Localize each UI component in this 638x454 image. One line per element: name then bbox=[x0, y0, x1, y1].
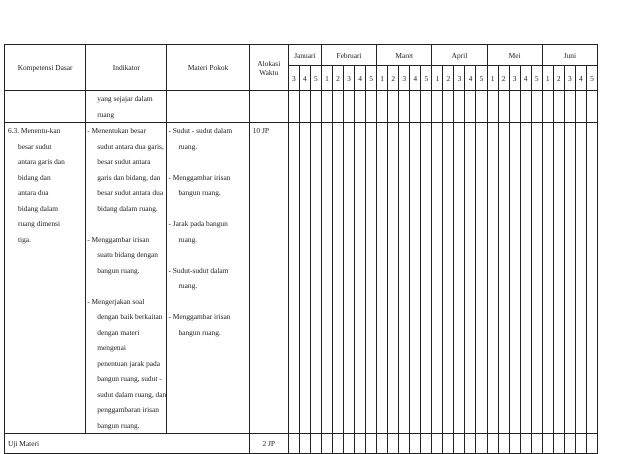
schedule-cell bbox=[388, 123, 399, 434]
materi-cell bbox=[167, 123, 249, 434]
schedule-cell bbox=[575, 91, 586, 123]
kompetensi-cell bbox=[5, 123, 86, 434]
week-number: 5 bbox=[421, 66, 432, 91]
indikator-line: penggambaran irisan bbox=[97, 405, 160, 414]
schedule-cell bbox=[575, 434, 586, 454]
materi-line: - Sudut-sudut dalam bbox=[168, 265, 229, 275]
week-number: 4 bbox=[410, 66, 421, 91]
schedule-cell bbox=[575, 123, 586, 434]
line-gap bbox=[168, 154, 248, 170]
materi-line: ruang. bbox=[178, 281, 198, 290]
schedule-cell bbox=[288, 91, 299, 123]
week-number: 5 bbox=[476, 66, 487, 91]
kompetensi-line: 6.3. Menentu-kan bbox=[8, 126, 61, 135]
line-gap bbox=[87, 216, 166, 232]
indikator-line: besar sudut antara dua bbox=[97, 188, 164, 197]
schedule-cell bbox=[454, 123, 465, 434]
schedule-cell bbox=[553, 91, 564, 123]
continuation-indikator bbox=[86, 91, 167, 123]
schedule-cell bbox=[498, 123, 509, 434]
week-number: 3 bbox=[399, 66, 410, 91]
schedule-cell bbox=[355, 123, 366, 434]
month-header: Mei bbox=[487, 45, 542, 66]
indikator-line: bidang dalam ruang. bbox=[97, 203, 158, 213]
schedule-cell bbox=[321, 123, 332, 434]
materi-line: - Jarak pada bangun bbox=[168, 219, 228, 228]
schedule-cell bbox=[498, 434, 509, 454]
schedule-cell bbox=[542, 434, 553, 454]
alokasi-cell bbox=[249, 123, 288, 434]
schedule-cell bbox=[553, 123, 564, 434]
schedule-cell bbox=[509, 434, 520, 454]
indikator-line: ruang bbox=[97, 109, 115, 119]
schedule-cell bbox=[586, 123, 597, 434]
materi-line: - Menggambar irisan bbox=[168, 312, 231, 321]
schedule-cell bbox=[553, 434, 564, 454]
schedule-cell bbox=[288, 123, 299, 434]
schedule-cell bbox=[332, 434, 343, 454]
line-gap bbox=[168, 201, 248, 217]
indikator-line: suatu bidang dengan bbox=[97, 250, 158, 259]
schedule-cell bbox=[432, 123, 443, 434]
uji-alokasi: 2 JP bbox=[249, 434, 288, 454]
week-number: 2 bbox=[332, 66, 343, 91]
schedule-cell bbox=[410, 123, 421, 434]
header-materi: Materi Pokok bbox=[167, 45, 249, 91]
schedule-cell bbox=[520, 434, 531, 454]
month-header: Juni bbox=[542, 45, 597, 66]
schedule-cell bbox=[421, 123, 432, 434]
schedule-cell bbox=[454, 91, 465, 123]
schedule-cell bbox=[399, 434, 410, 454]
schedule-cell bbox=[399, 123, 410, 434]
indikator-line: bangun ruang. bbox=[97, 420, 140, 430]
materi-line: - Menggambar irisan bbox=[168, 172, 231, 182]
week-number: 5 bbox=[310, 66, 321, 91]
indikator-line: yang sejajar dalam bbox=[97, 94, 153, 103]
kompetensi-line: bidang dan bbox=[18, 172, 51, 182]
schedule-cell bbox=[310, 434, 321, 454]
schedule-cell bbox=[487, 434, 498, 454]
schedule-cell bbox=[531, 91, 542, 123]
schedule-cell bbox=[344, 434, 355, 454]
indikator-line: mengenai bbox=[97, 343, 126, 352]
schedule-cell bbox=[465, 91, 476, 123]
kompetensi-line: antara dua bbox=[18, 188, 49, 197]
week-number: 1 bbox=[542, 66, 553, 91]
continuation-alokasi bbox=[249, 91, 288, 123]
week-number: 1 bbox=[432, 66, 443, 91]
schedule-cell bbox=[366, 91, 377, 123]
schedule-cell bbox=[487, 123, 498, 434]
schedule-cell bbox=[310, 91, 321, 123]
week-number: 3 bbox=[454, 66, 465, 91]
schedule-cell bbox=[564, 123, 575, 434]
indikator-line: bangun ruang. bbox=[97, 265, 140, 275]
indikator-line: penentuan jarak pada bbox=[97, 358, 161, 368]
schedule-cell bbox=[443, 434, 454, 454]
indikator-line: - Mengerjakan soal bbox=[87, 296, 145, 306]
indikator-line: - Menggambar irisan bbox=[87, 234, 150, 244]
schedule-cell bbox=[355, 91, 366, 123]
month-header: April bbox=[432, 45, 487, 66]
kompetensi-line: ruang dimensi bbox=[18, 219, 61, 228]
indikator-line: sudut dalam ruang, dan bbox=[97, 389, 167, 399]
materi-line: ruang. bbox=[178, 141, 198, 151]
continuation-row bbox=[5, 91, 598, 123]
schedule-cell bbox=[388, 91, 399, 123]
schedule-cell bbox=[421, 91, 432, 123]
schedule-cell bbox=[443, 91, 454, 123]
schedule-cell bbox=[377, 434, 388, 454]
materi-line: ruang. bbox=[178, 234, 198, 244]
kompetensi-line: bidang dalam bbox=[18, 203, 59, 213]
line-gap bbox=[168, 294, 248, 310]
header-alokasi bbox=[249, 45, 288, 91]
header-indikator: Indikator bbox=[86, 45, 167, 91]
continuation-kompetensi bbox=[5, 91, 86, 123]
indikator-line: garis dan bidang, dan bbox=[97, 172, 161, 182]
kompetensi-line: tiga. bbox=[18, 234, 31, 244]
schedule-cell bbox=[410, 91, 421, 123]
schedule-cell bbox=[332, 123, 343, 434]
schedule-cell bbox=[443, 123, 454, 434]
indikator-line: - Menentukan besar bbox=[87, 126, 146, 135]
schedule-cell bbox=[321, 91, 332, 123]
week-number: 3 bbox=[564, 66, 575, 91]
schedule-cell bbox=[531, 434, 542, 454]
indikator-line: sudut antara dua garis, bbox=[97, 141, 164, 151]
schedule-cell bbox=[509, 123, 520, 434]
schedule-cell bbox=[586, 434, 597, 454]
kompetensi-line: besar sudut bbox=[18, 141, 52, 151]
schedule-cell bbox=[520, 91, 531, 123]
week-number: 4 bbox=[520, 66, 531, 91]
schedule-cell bbox=[388, 434, 399, 454]
schedule-cell bbox=[344, 91, 355, 123]
week-number: 5 bbox=[531, 66, 542, 91]
week-number: 2 bbox=[443, 66, 454, 91]
week-number: 3 bbox=[288, 66, 299, 91]
schedule-cell bbox=[531, 123, 542, 434]
indikator-line: dengan baik berkaitan bbox=[97, 312, 163, 321]
schedule-cell bbox=[299, 91, 310, 123]
header-alokasi-line2: Waktu bbox=[259, 67, 279, 77]
uji-row bbox=[5, 434, 598, 454]
schedule-cell bbox=[454, 434, 465, 454]
schedule-cell bbox=[299, 123, 310, 434]
week-number: 1 bbox=[487, 66, 498, 91]
materi-line: bangun ruang. bbox=[178, 188, 221, 197]
week-number: 5 bbox=[366, 66, 377, 91]
indikator-cell bbox=[86, 123, 167, 434]
schedule-cell bbox=[377, 123, 388, 434]
schedule-cell bbox=[299, 434, 310, 454]
schedule-cell bbox=[476, 91, 487, 123]
schedule-cell bbox=[487, 91, 498, 123]
week-number: 5 bbox=[586, 66, 597, 91]
week-number: 2 bbox=[498, 66, 509, 91]
schedule-cell bbox=[332, 91, 343, 123]
schedule-cell bbox=[476, 434, 487, 454]
schedule-table bbox=[4, 44, 598, 454]
schedule-cell bbox=[498, 91, 509, 123]
week-number: 3 bbox=[509, 66, 520, 91]
week-number: 1 bbox=[321, 66, 332, 91]
schedule-cell bbox=[465, 434, 476, 454]
indikator-line: besar sudut antara bbox=[97, 157, 151, 166]
month-header: Februari bbox=[321, 45, 376, 66]
week-number: 3 bbox=[344, 66, 355, 91]
schedule-cell bbox=[310, 123, 321, 434]
schedule-cell bbox=[366, 434, 377, 454]
alokasi-value: 10 JP bbox=[252, 126, 269, 135]
schedule-cell bbox=[476, 123, 487, 434]
kompetensi-line: antara garis dan bbox=[18, 157, 65, 166]
schedule-cell bbox=[564, 434, 575, 454]
indikator-line: bangun ruang, sudut - bbox=[97, 374, 162, 383]
line-gap bbox=[87, 278, 166, 294]
schedule-cell bbox=[520, 123, 531, 434]
week-number: 4 bbox=[355, 66, 366, 91]
competency-row-6-3 bbox=[5, 123, 598, 434]
line-gap bbox=[168, 247, 248, 263]
schedule-cell bbox=[465, 123, 476, 434]
schedule-cell bbox=[399, 91, 410, 123]
week-number: 2 bbox=[388, 66, 399, 91]
week-number: 4 bbox=[299, 66, 310, 91]
header-row-months bbox=[5, 45, 598, 66]
schedule-cell bbox=[586, 91, 597, 123]
continuation-materi bbox=[167, 91, 249, 123]
month-header: Januari bbox=[288, 45, 321, 66]
week-number: 4 bbox=[575, 66, 586, 91]
schedule-cell bbox=[321, 434, 332, 454]
materi-line: - Sudut - sudut dalam bbox=[168, 126, 233, 135]
schedule-cell bbox=[377, 91, 388, 123]
schedule-cell bbox=[564, 91, 575, 123]
schedule-cell bbox=[432, 434, 443, 454]
header-kompetensi: Kompetensi Dasar bbox=[5, 45, 86, 91]
schedule-cell bbox=[542, 91, 553, 123]
schedule-cell bbox=[410, 434, 421, 454]
uji-label: Uji Materi bbox=[5, 434, 250, 454]
week-number: 1 bbox=[377, 66, 388, 91]
schedule-cell bbox=[366, 123, 377, 434]
week-number: 2 bbox=[553, 66, 564, 91]
schedule-cell bbox=[509, 91, 520, 123]
schedule-cell bbox=[288, 434, 299, 454]
schedule-cell bbox=[344, 123, 355, 434]
schedule-cell bbox=[432, 91, 443, 123]
schedule-cell bbox=[542, 123, 553, 434]
schedule-cell bbox=[355, 434, 366, 454]
materi-line: bangun ruang. bbox=[178, 327, 221, 337]
schedule-cell bbox=[421, 434, 432, 454]
month-header: Maret bbox=[377, 45, 432, 66]
header-alokasi-line1: Alokasi bbox=[257, 58, 281, 68]
indikator-line: dengan materi bbox=[97, 327, 140, 337]
week-number: 4 bbox=[465, 66, 476, 91]
